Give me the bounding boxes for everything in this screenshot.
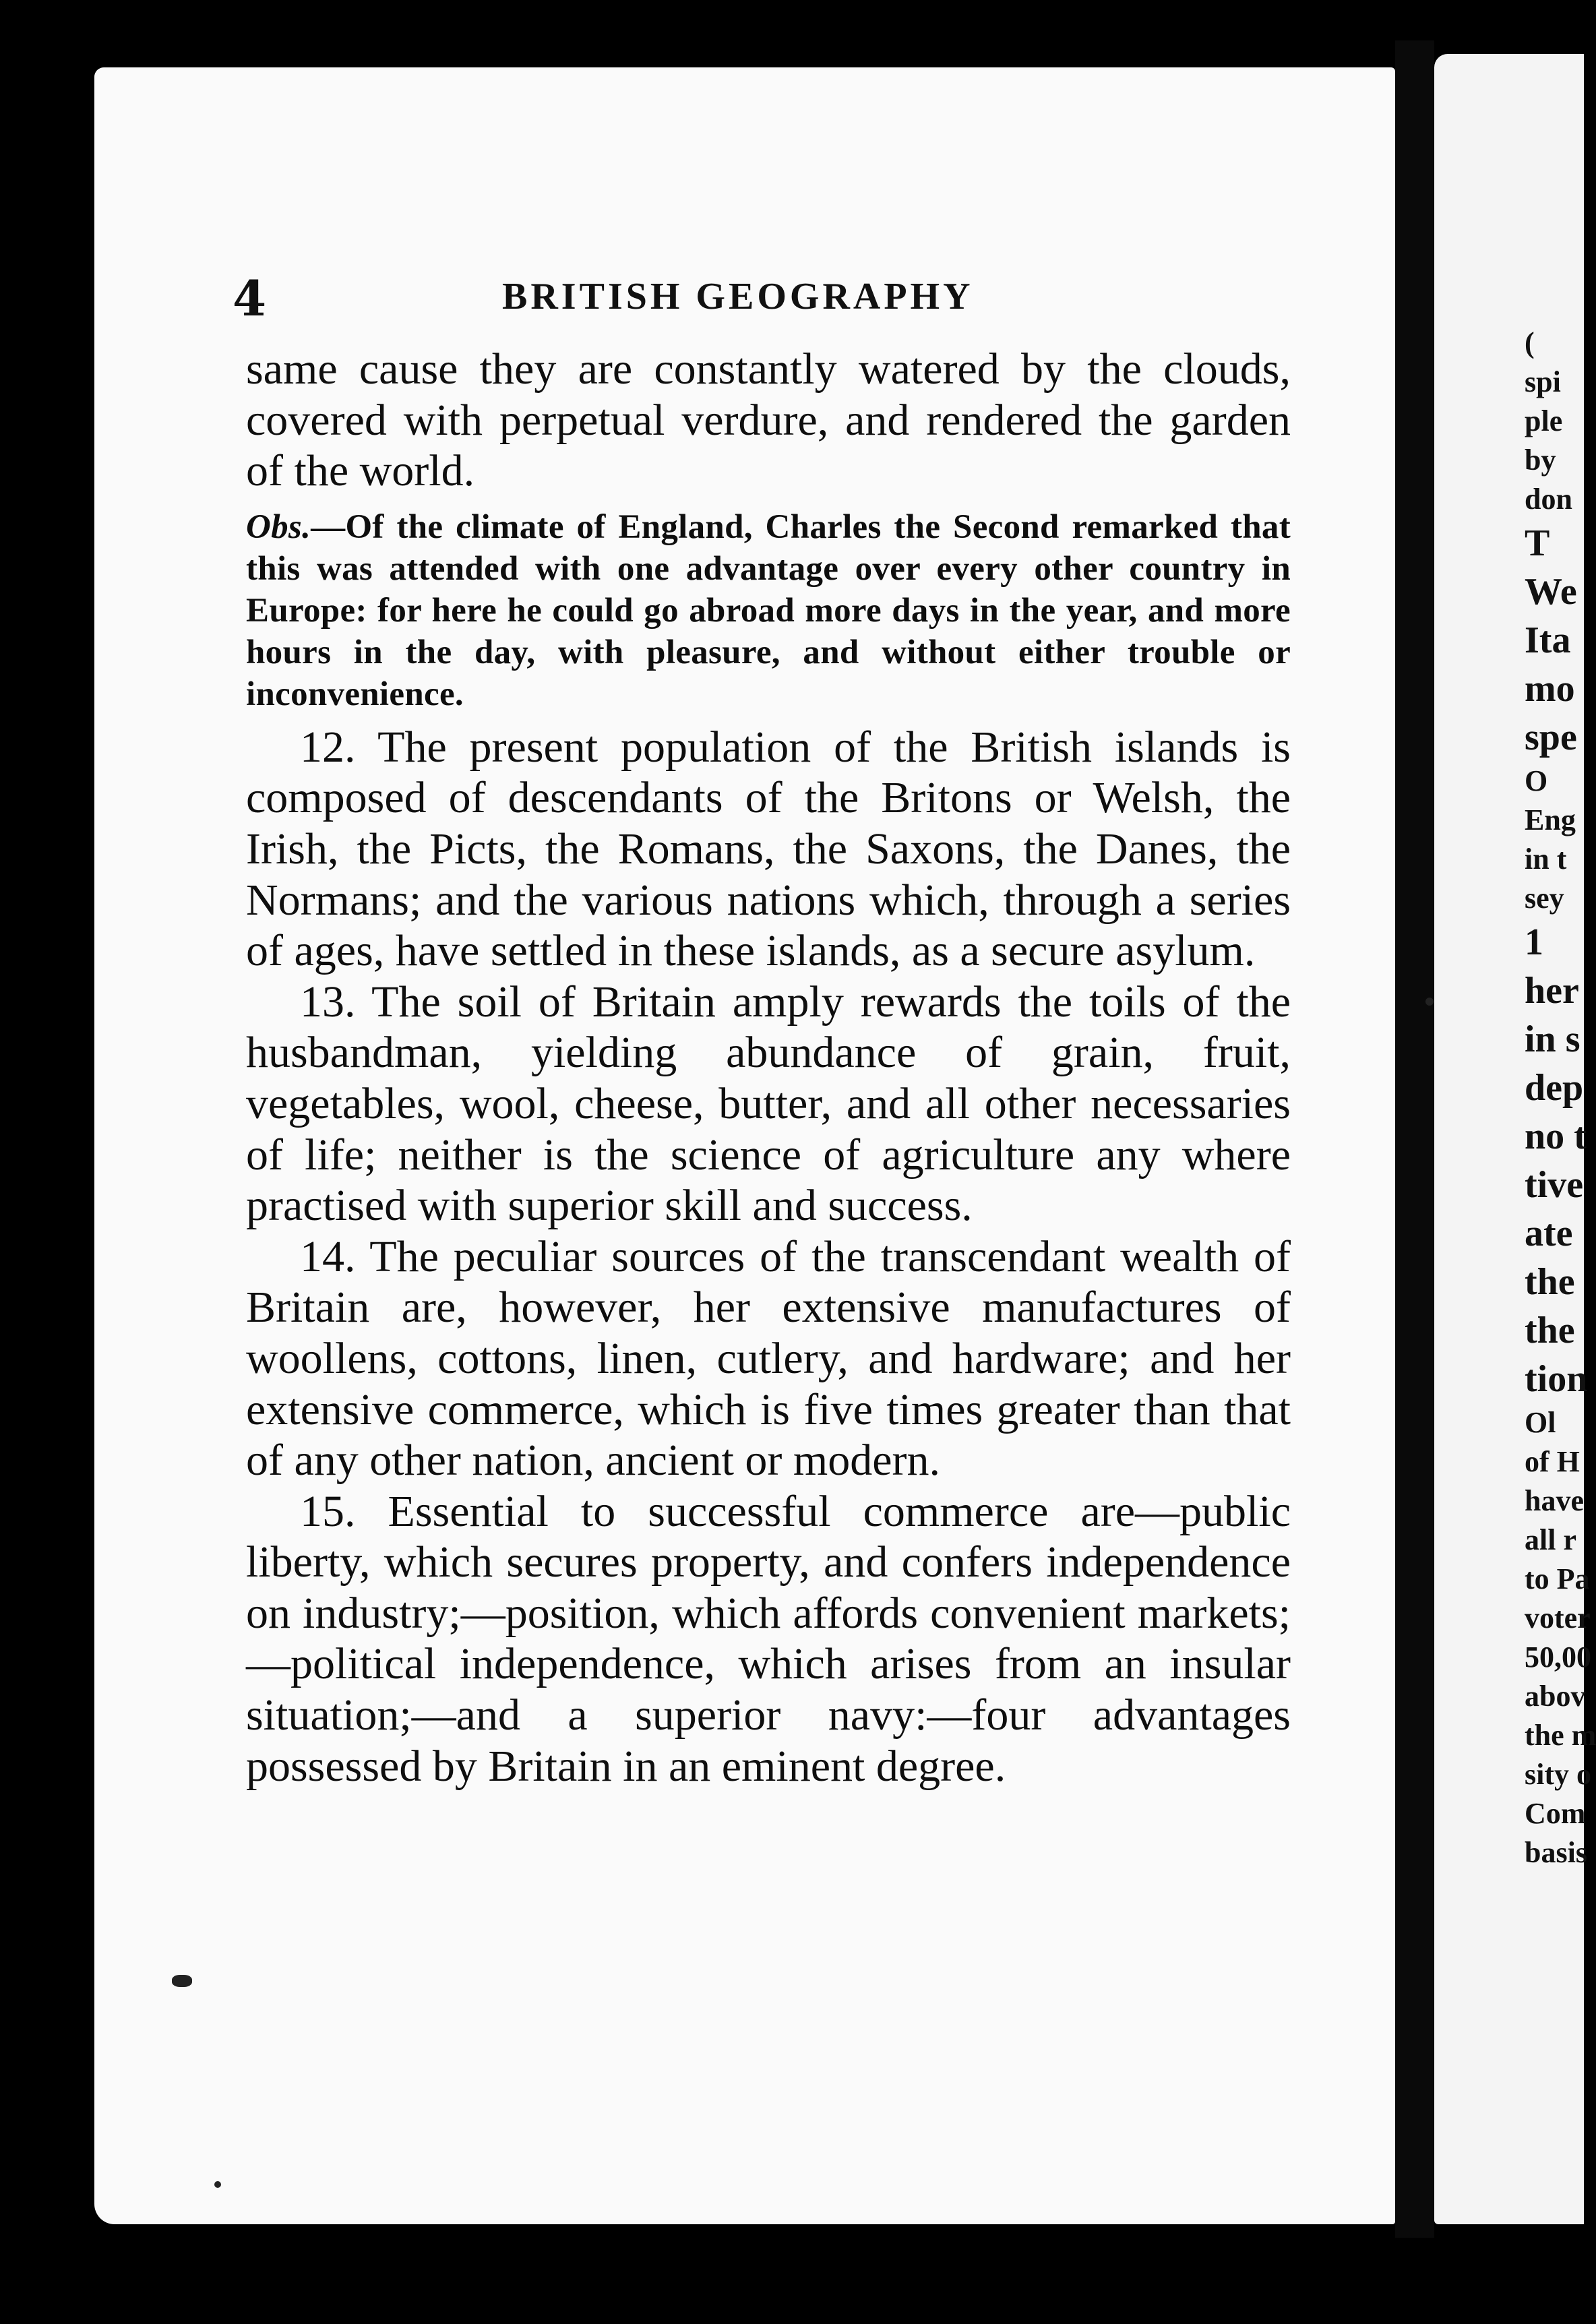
body-text <box>246 344 1291 1792</box>
paragraph-14: 14. The peculiar sources of the transcendant wealth of Britain are, however, her extensive manufactures of woollens, cottons, linen, cutlery, and hardware; and her extensive commerce, which is five times greater than that of any other nation, ancient or modern. <box>246 1231 1291 1486</box>
right-fragment: the <box>1525 1261 1575 1303</box>
right-fragment: ( <box>1525 326 1535 359</box>
right-fragment: tive <box>1525 1164 1584 1206</box>
observation-note <box>246 506 1291 715</box>
right-fragment: voter <box>1525 1601 1591 1634</box>
book-gutter <box>1395 40 1434 2238</box>
right-fragment: sity o <box>1525 1758 1591 1791</box>
right-fragment: ate <box>1525 1213 1573 1254</box>
obs-text: —Of the climate of England, Charles the Second remarked that this was attended with one advantage over every other country in Europe: for here he could go abroad more days in the year, and more hours in the day, with pleasure, and without either trouble or inconvenience. <box>246 508 1291 713</box>
right-fragment: by <box>1525 444 1556 477</box>
right-fragment: spe <box>1525 716 1577 758</box>
right-fragment: have <box>1525 1484 1584 1517</box>
right-fragment: dep <box>1525 1067 1584 1109</box>
right-fragment: Ol <box>1525 1406 1556 1439</box>
paragraph-11-continued: same cause they are constantly watered by the clouds, covered with perpetual verdure, and rendered the garden of the world. <box>246 344 1291 496</box>
right-fragment: Eng <box>1525 803 1576 836</box>
right-fragment: the m <box>1525 1719 1596 1752</box>
right-fragment: her <box>1525 970 1579 1012</box>
right-fragment: O <box>1525 764 1548 797</box>
right-fragment: of H <box>1525 1445 1580 1478</box>
paragraph-13: 13. The soil of Britain amply rewards the toils of the husbandman, yielding abundance of grain, fruit, vegetables, wool, cheese, butter, and all other necessaries of life; neither is the science of agriculture any where practised with superior skill and success. <box>246 977 1291 1231</box>
right-fragment: abov <box>1525 1680 1586 1713</box>
right-fragment: in t <box>1525 843 1567 876</box>
paragraph-12: 12. The present population of the British islands is composed of descendants of the Britons or Welsh, the Irish, the Picts, the Romans, the Saxons, the Danes, the Normans; and the various nations which, through a series of ages, have settled in these islands, as a secure asylum. <box>246 722 1291 976</box>
right-fragment: spi <box>1525 365 1561 398</box>
obs-label: Obs. <box>246 508 311 546</box>
right-fragment: no t <box>1525 1115 1587 1157</box>
right-fragment: sey <box>1525 882 1564 915</box>
right-fragment: to Pa <box>1525 1562 1590 1595</box>
paragraph-15: 15. Essential to successful commerce are—public liberty, which secures property, and confers independence on industry;—position, which affords convenient markets;—political independence, which arises from an insular situation;—and a superior navy:—four advantages possessed by Britain in an eminent degree. <box>246 1486 1291 1791</box>
ink-spot <box>172 1975 192 1987</box>
right-fragment: T <box>1525 522 1550 564</box>
right-fragment: all r <box>1525 1523 1576 1556</box>
right-fragment: ple <box>1525 404 1563 437</box>
running-head: BRITISH GEOGRAPHY <box>502 276 974 317</box>
right-page-text-fragments <box>1525 324 1596 1872</box>
right-fragment: 50,00 <box>1525 1641 1591 1674</box>
page-number: 4 <box>233 270 267 327</box>
right-fragment: We <box>1525 571 1577 613</box>
right-fragment: Ita <box>1525 619 1571 661</box>
right-fragment: the <box>1525 1310 1575 1351</box>
ink-spot <box>1425 998 1434 1006</box>
right-fragment: basis <box>1525 1836 1587 1869</box>
ink-spot <box>214 2181 221 2188</box>
right-fragment: tion <box>1525 1358 1588 1400</box>
right-fragment: Com <box>1525 1797 1586 1830</box>
right-fragment: don <box>1525 483 1572 516</box>
right-fragment: 1 <box>1525 921 1543 963</box>
right-fragment: in s <box>1525 1018 1580 1060</box>
right-fragment: mo <box>1525 668 1575 710</box>
page-header <box>233 270 1331 330</box>
